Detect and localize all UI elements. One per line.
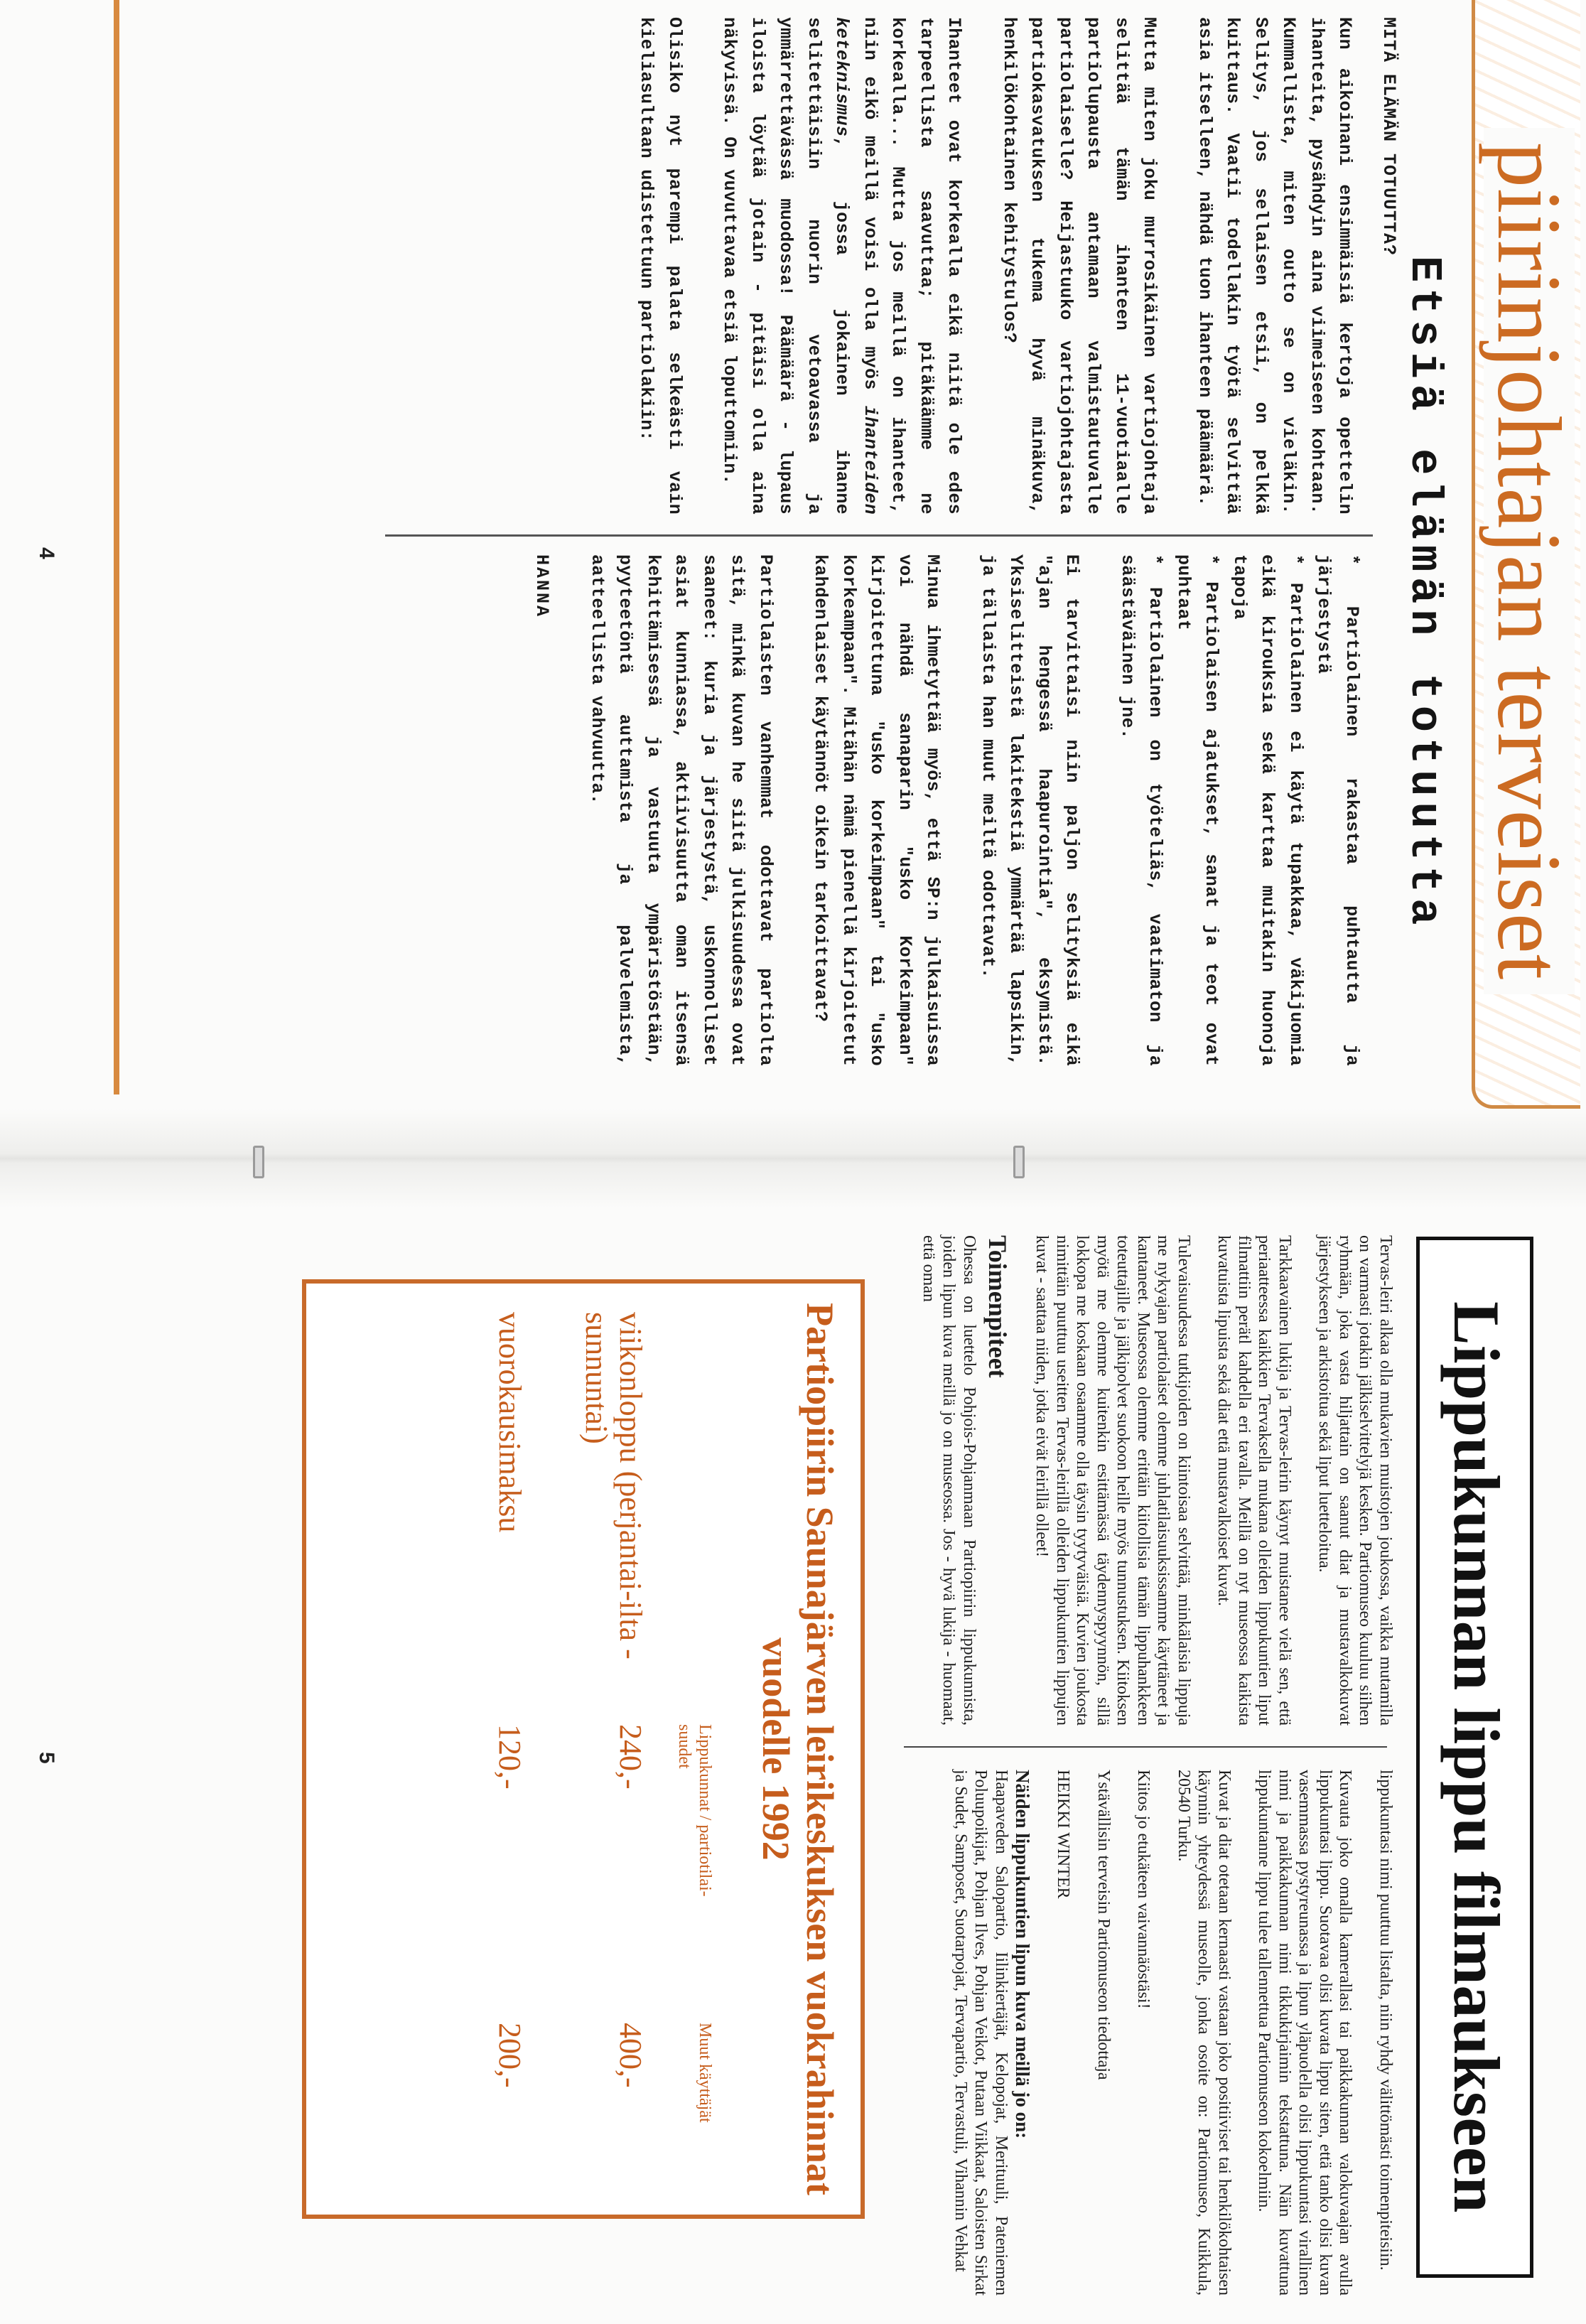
right-paragraph-3: Minua ihmetyttää myös, että SP:n julkaisuissa voi nähdä sanaparin "usko Korkeimpaan" kirjoitettuna "usko korkeimpaan" tai "usko korkeampaan". Mitähän nämä pienellä kirjoitetut kahdenlaiset käytännöt oikein tarkoittavat?: [810, 554, 944, 1066]
p5-right-paragraph-1: lippukuntasi nimi puuttuu listalta, niin ryhdy välittömästi toimenpiteisiin.: [1376, 1770, 1395, 2271]
section-heading: MITÄ ELÄMÄN TOTUUTTA?: [1379, 17, 1399, 257]
left-paragraph-1: Kun aikoinani ensimmäisiä kertoja opettelin ihanteita, pysähdyin aina viimeiseen kohtaan. Kummallista, miten outto se on vieläkin. Selitys, jos sellaisen etsii, on pelkkä kuittaus. Vaatii todellakin työtä selvittää asia itselleen, nähdä tuon ihanteen päämäärä.: [1194, 17, 1356, 515]
staple-top: [1013, 1146, 1025, 1178]
col-header-muut: Muut käyttäjät: [696, 2023, 714, 2123]
lippukunnat-list-heading: Näiden lippukuntien lipun kuva meillä jo on:: [1012, 1770, 1033, 2139]
author-signature: HANNA: [532, 554, 553, 619]
page5-right-column: [931, 1770, 1396, 2296]
row-label-vuorokausi: vuorokausimaksu: [492, 1312, 527, 1533]
staple-bottom: [253, 1146, 264, 1178]
row-label-viikonloppu: viikonloppu (perjantai-ilta - sunnuntai): [579, 1312, 648, 1659]
price-viikonloppu-lippukunnat: 240,-: [613, 1724, 648, 1790]
price-vuorokausi-muut: 200,-: [492, 2023, 527, 2088]
price-box-heading: Partiopiirin Saunajärven leirikeskuksen vuokrahinnat vuodelle 1992: [755, 1303, 841, 2195]
page-4: [0, 0, 1586, 1109]
toimenpiteet-text: Ohessa on luettelo Pohjois-Pohjanmaan Partiopiirin lippukunnista, joiden lipun kuva meillä jo on museossa. Jos - hyvä lukija - huomaat, että oman: [919, 1235, 978, 1726]
article-right-column: [528, 554, 1366, 1066]
p5-right-paragraph-4: Kiitos jo etukäteen vaivannäöstäsi!: [1134, 1770, 1153, 2009]
italic-phrase: ihanteiden keteknismus: [831, 17, 880, 515]
rental-price-box: [302, 1279, 865, 2219]
toimenpiteet-heading: Toimenpiteet: [983, 1235, 1012, 1378]
article-left-column: [605, 17, 1403, 515]
p5-left-paragraph-1: Tervas-leiri alkaa olla mukavien muistojen joukossa, vaikka mutamilla on varmasti jotakin jälkiselvittelyjä kesken. Partiomuseo kuuluu siihen ryhmään, joka vasta hiljattain on saanut diat ja mustavalkokuvat järjestykseen ja arkistoitua sekä liput luetteloitua.: [1315, 1235, 1395, 1726]
p5-signature: HEIKKI WINTER: [1054, 1770, 1073, 1899]
page-number-4: 4: [35, 547, 58, 559]
lippukunnat-list: Haapaveden Salopartio, Iilinkiertäjät, Kelopojat, Merituuli, Pateniemen Poluupoikijat, Pohjan Ilves, Pohjan Veikot, Putaan Viikkaat, Saloisten Sirkat ja Sudet, Samposet, Suotarpojat, Tervapartio, Tervastuli, Vihannin Vehkat: [951, 1770, 1010, 2296]
p5-right-paragraph-3: Kuvat ja diat otetaan kernaasti vastaan joko positiiviset tai henkilökohtaisen käynnin yhteydessä museolle, jonka osoite on: Partiomuseo, Kuikkula, 20540 Turku.: [1175, 1770, 1234, 2296]
page4-bottom-bar: [114, 0, 119, 1094]
article-title: Etsiä elämän totuutta: [1399, 256, 1450, 931]
p5-right-paragraph-2: Kuvauta joko omalla kamerallasi tai paikkakunnan valokuvaajan avulla lippukuntasi lippu. Suotavaa olisi kuvata lippu siten, että tanko olisi kuvan vasemmassa pystyreunassa ja lipun yläpuolella olisi lippukuntasi virallinen nimi ja paikkakunnan nimi tikkukirjaimin tekstattuna. Näin kuvattuna lippukuntanne lippu tulee tallennettua Partiomuseon kokoelmiin.: [1255, 1770, 1355, 2296]
page5-title-box: [1416, 1237, 1533, 2278]
right-paragraph-2: Ei tarvittaisi niin paljon selityksiä eikä "ajan hengessä haapurointia", eksymistä. Yksiselitteistä lakitekstiä ymmärtää lapsikin, ja tällaista han muut meiltä odottavat.: [978, 554, 1083, 1066]
banner-title: piirinjohtajan terveiset: [1484, 128, 1575, 994]
page-number-5: 5: [35, 1752, 58, 1764]
right-paragraph-4: Partiolaisten vanhemmat odottavat partiolta sitä, minkä kuvan he siitä julkisuudessa ovat saaneet: kuria ja järjestystä, uskonnolliset asiat kunniassa, aktiivisuutta oman itsensä kehittämisessä ja vastuuta ympäristöstään, pyyteetöntä auttamista ja palvelemista, aatteellista vahvuutta.: [587, 554, 776, 1066]
left-paragraph-2: Mutta miten joku murrosikäinen vartiojohtaja selittää tämän ihanteen 11-vuotiaalle partiolupausta antamaan valmistautuvalle partiolaiselle? Heijastuuko vartiojohtajasta partiokasvatuksen tukema hyvä minäkuva, henkilökohtainen kehitystulos?: [999, 17, 1160, 515]
scout-law-list: * Partiolainen rakastaa puhtautta ja järjestystä * Partiolainen ei käytä tupakkaa, väkijuomia eikä kirouksia sekä karttaa muitakin huonoja tapoja * Partiolaisen ajatukset, sanat ja teot ovat puhtaat * Partiolainen on työteliäs, vaatimaton ja säästäväinen jne.: [1117, 554, 1362, 1066]
binding-gutter: [0, 1109, 1586, 1208]
page5-column-divider: [904, 1746, 1387, 1748]
left-paragraph-3: Ihanteet ovat korkealla eikä niitä ole edes tarpeellista saavuttaa; pitäkäämme ne korkealla... Mutta jos meillä on ihanteet, niin eikö meillä voisi olla myös ihanteiden keteknismus, jossa jokainen ihanne selitettäisiin nuorin vetoavassa ja ymmärrettävässä muodossa! Päämäärä - lupaus iloista löytää jotain - pitäisi olla aina näkyvissä. On vuvuttavaa etsiä loputtomiin.: [719, 17, 965, 515]
col-header-lippukunnat: Lippukunnat / partiotilai-suudet: [675, 1724, 714, 1897]
p5-right-paragraph-5: Ystävällisin terveisin Partiomuseon tiedottaja: [1094, 1770, 1113, 2080]
p5-left-paragraph-2: Tarkkaavainen lukija ja Tervas-leirin käynyt muistanee vielä sen, että periaatteessa kaikkien Tervaksella mukana olleiden lippukuntien liput filmattiin perätl kahdella eri tavalla. Meillä on nyt museossa kaikista kuvatuista lipuista sekä diat että mustavalkoiset kuvat.: [1214, 1235, 1294, 1726]
page4-banner: [1472, 0, 1580, 1109]
left-paragraph-4: Olisiko nyt parempi palata selkeästi vain kieliasultaan udistettuun partiolakiin:: [636, 17, 685, 515]
price-viikonloppu-muut: 400,-: [613, 2023, 648, 2088]
column-divider: [385, 534, 1373, 537]
page-5: [0, 1208, 1586, 2324]
page5-left-column: [899, 1235, 1396, 1726]
price-vuorokausi-lippukunnat: 120,-: [492, 1724, 527, 1790]
page5-title: Lippukunnan lippu filmaukseen: [1440, 1301, 1513, 2213]
p5-left-paragraph-3: Tulevaisuudessa tutkijoiden on kiintoisaa selvittää, minkälaisia lippuja me nykyajan partiolaiset olemme juhlatilaisuuksissamme käyttäneet ja kantaneet. Museossa olemme erittäin kiitollisia tämän lippuhankkeen toteuttajille ja jälkipolvet suokoon heille myös tunnustuksen. Kiitoksen myötä me olemme kuitenkin esittämässä täydennyspyynnön, sillä lokkopa me koskaan osaamme olla täysin tyytyväisiä. Kuvien joukosta nimittäin puuttuu useitten Tervas-leirillä olleiden lippukuntien lippujen kuvat - saattaa niiden, jotka eivät leirillä olleet!: [1032, 1235, 1193, 1726]
